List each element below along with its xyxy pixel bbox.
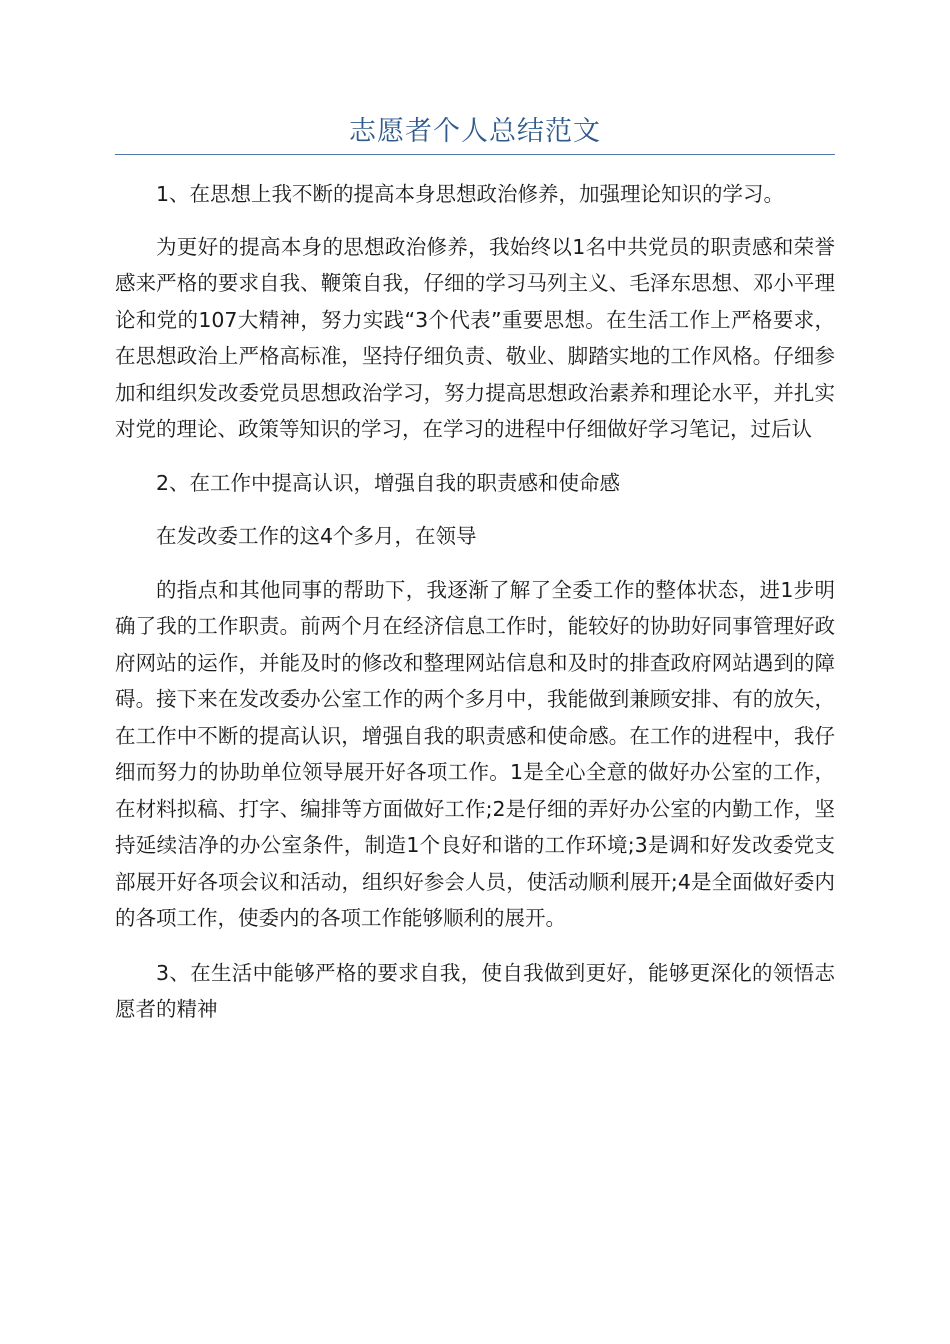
document-body [115,176,835,1028]
paragraph: 1、在思想上我不断的提高本身思想政治修养，加强理论知识的学习。 [156,182,785,206]
paragraph: 的指点和其他同事的帮助下，我逐渐了解了全委工作的整体状态，进1步明确了我的工作职责。前两个月在经济信息工作时，能较好的协助好同事管理好政府网站的运作，并能及时的修改和整理网站信息和及时的排查政府网站遇到的障碍。接下来在发改委办公室工作的两个多月中，我能做到兼顾安排、有的放矢，在工作中不断的提高认识，增强自我的职责感和使命感。在工作的进程中，我仔细而努力的协助单位领导展开好各项工作。1是全心全意的做好办公室的工作，在材料拟稿、打字、编排等方面做好工作;2是仔细的弄好办公室的内勤工作，坚持延续洁净的办公室条件，制造1个良好和谐的工作环境;3是调和好发改委党支部展开好各项会议和活动，组织好参会人员，使活动顺利展开;4是全面做好委内的各项工作，使委内的各项工作能够顺利的展开。 [115,577,835,930]
paragraph: 在发改委工作的这4个多月，在领导 [156,524,477,548]
paragraph: 2、在工作中提高认识，增强自我的职责感和使命感 [156,470,621,495]
title-underline [115,154,835,155]
document-title: 志愿者个人总结范文 [349,116,601,147]
paragraph: 为更好的提高本身的思想政治修养，我始终以1名中共党员的职责感和荣誉感来严格的要求自我、鞭策自我，仔细的学习马列主义、毛泽东思想、邓小平理论和党的107大精神，努力实践“3个代表”重要思想。在生活工作上严格要求，在思想政治上严格高标准，坚持仔细负责、敬业、脚踏实地的工作风格。仔细参加和组织发改委党员思想政治学习，努力提高思想政治素养和理论水平，并扎实对党的理论、政策等知识的学习，在学习的进程中仔细做好学习笔记，过后认 [115,234,835,441]
paragraph: 3、在生活中能够严格的要求自我，使自我做到更好，能够更深化的领悟志愿者的精神 [115,960,835,1021]
